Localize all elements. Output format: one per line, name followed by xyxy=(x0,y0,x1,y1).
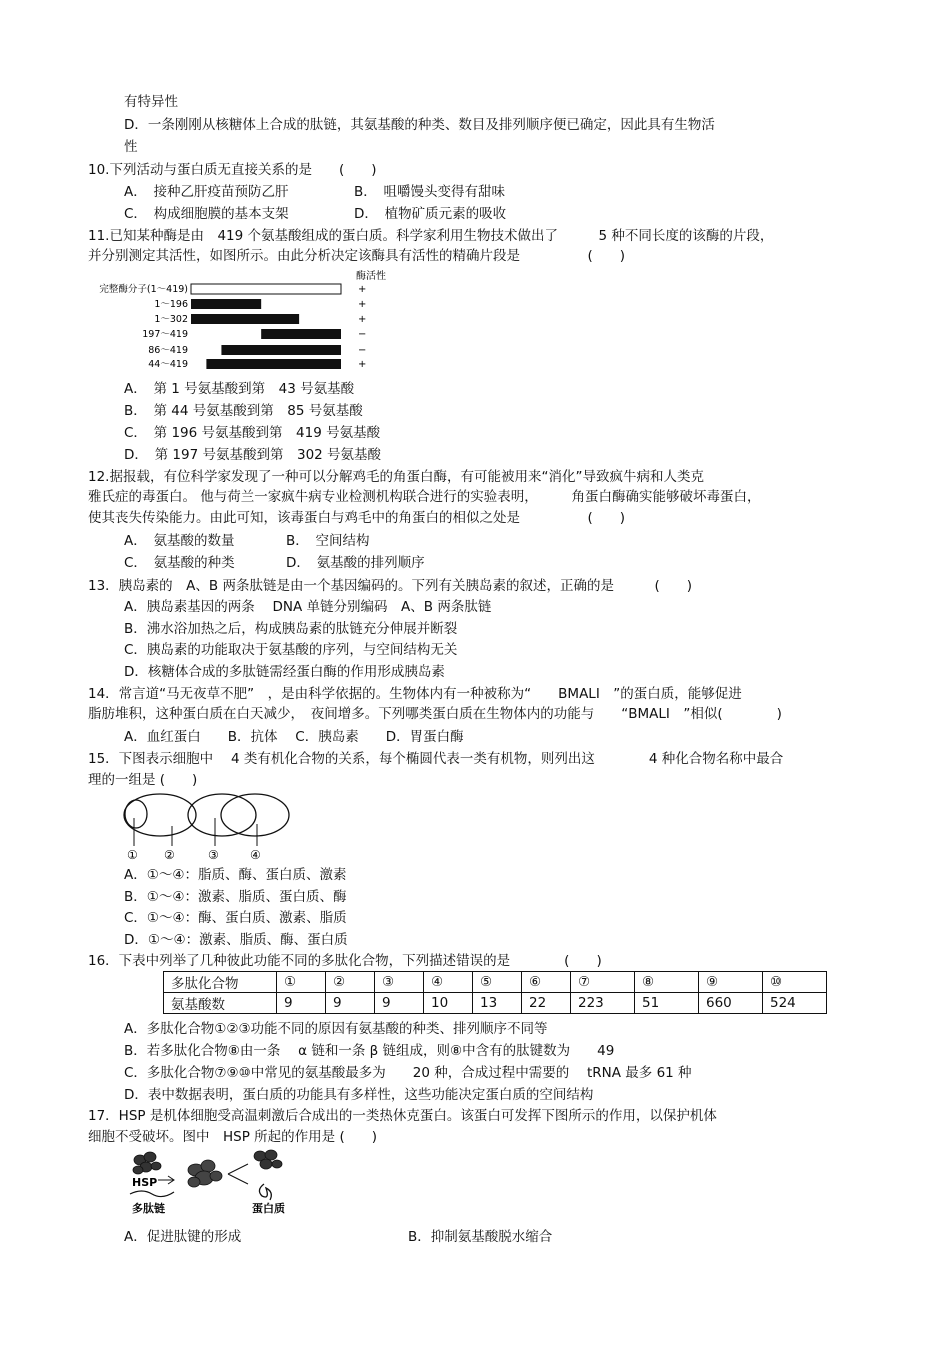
option-b: B．若多肽化合物⑧由一条 α 链和一条 β 链组成，则⑧中含有的肽键数为 49 xyxy=(124,1043,615,1059)
activity-mark: + xyxy=(358,314,367,325)
activity-mark: − xyxy=(358,345,367,356)
table-cell: ④ xyxy=(424,972,473,993)
fragment-label: 完整酶分子(1～419) xyxy=(99,284,188,295)
fragment-bar xyxy=(191,299,261,309)
option-b: B． 空间结构 xyxy=(286,533,370,549)
option-b: B．①～④：激素、脂质、蛋白质、酶 xyxy=(124,889,347,905)
fragment-label: 1～302 xyxy=(154,314,188,325)
question-11-cont: 并分别测定其活性，如图所示。由此分析决定该酶具有活性的精确片段是 ( ) xyxy=(88,248,626,264)
table-header-cell: 氨基酸数 xyxy=(164,993,277,1014)
fragment-label: 197～419 xyxy=(142,329,188,340)
table-cell: 51 xyxy=(635,993,699,1014)
option-a: A．多肽化合物①②③功能不同的原因有氨基酸的种类、排列顺序不同等 xyxy=(124,1021,548,1037)
ellipse-4 xyxy=(221,794,289,836)
fragment-label: 1～196 xyxy=(154,299,188,310)
table-cell: 9 xyxy=(326,993,375,1014)
question-16: 16．下表中列举了几种彼此功能不同的多肽化合物，下列描述错误的是 ( ) xyxy=(88,953,602,969)
hsp-figure xyxy=(124,1148,314,1220)
options-row: A．血红蛋白 B．抗体 C．胰岛素 D．胃蛋白酶 xyxy=(124,729,464,745)
text-line: D．一条刚刚从核糖体上合成的肽链，其氨基酸的种类、数目及排列顺序便已确定，因此具有生物活 xyxy=(124,117,715,133)
option-a: A． 氨基酸的数量 xyxy=(124,533,235,549)
question-12-cont: 使其丧失传染能力。由此可知，该毒蛋白与鸡毛中的角蛋白的相似之处是 ( ) xyxy=(88,510,626,526)
table-cell: 9 xyxy=(375,993,424,1014)
fragment-bar xyxy=(191,314,299,324)
peptide-table xyxy=(163,971,827,1014)
ellipse-2 xyxy=(125,800,147,828)
table-cell: ② xyxy=(326,972,375,993)
activity-mark: + xyxy=(358,299,367,310)
option-d: D．核糖体合成的多肽链需经蛋白酶的作用形成胰岛素 xyxy=(124,664,445,680)
fragment-bar xyxy=(191,284,341,294)
question-11: 11.已知某种酶是由 419 个氨基酸组成的蛋白质。科学家利用生物技术做出了 5 种不同长度的该酶的片段， xyxy=(88,228,774,244)
text-line: 性 xyxy=(124,139,138,155)
fragment-bar xyxy=(206,359,341,369)
label-3: ③ xyxy=(208,848,219,862)
enzyme-activity-figure xyxy=(88,266,388,374)
complex-molecule xyxy=(188,1160,222,1187)
polypeptide-label: 多肽链 xyxy=(132,1202,165,1215)
option-c: C． 第 196 号氨基酸到第 419 号氨基酸 xyxy=(124,425,381,441)
option-c: C．①～④：酶、蛋白质、激素、脂质 xyxy=(124,910,347,926)
table-row xyxy=(164,972,827,993)
table-cell: 10 xyxy=(424,993,473,1014)
question-14-cont: 脂肪堆积，这种蛋白质在白天减少， 夜间增多。下列哪类蛋白质在生物体内的功能与 “BMALI ”相似( ) xyxy=(88,706,782,722)
question-13: 13．胰岛素的 A、B 两条肽链是由一个基因编码的。下列有关胰岛素的叙述，正确的是 ( ) xyxy=(88,578,692,594)
option-d: D． 第 197 号氨基酸到第 302 号氨基酸 xyxy=(124,447,382,463)
hsp-label: HSP xyxy=(132,1176,158,1189)
table-cell: ① xyxy=(277,972,326,993)
table-cell: 524 xyxy=(763,993,827,1014)
option-d: D． 植物矿质元素的吸收 xyxy=(354,206,507,222)
table-cell: ⑤ xyxy=(473,972,522,993)
folded-protein xyxy=(259,1184,271,1200)
question-10: 10.下列活动与蛋白质无直接关系的是 ( ) xyxy=(88,162,377,178)
table-cell: ⑨ xyxy=(699,972,763,993)
option-b: B．抑制氨基酸脱水缩合 xyxy=(408,1229,553,1245)
question-15: 15．下图表示细胞中 4 类有机化合物的关系，每个椭圆代表一类有机物，则列出这 4 种化合物名称中最合 xyxy=(88,751,784,767)
label-2: ② xyxy=(164,848,175,862)
protein-label: 蛋白质 xyxy=(252,1202,285,1215)
fragment-bar xyxy=(221,345,341,355)
option-c: C．多肽化合物⑦⑨⑩中常见的氨基酸最多为 20 种，合成过程中需要的 tRNA 最多 61 种 xyxy=(124,1065,692,1081)
table-cell: 660 xyxy=(699,993,763,1014)
option-a: A．①～④：脂质、酶、蛋白质、激素 xyxy=(124,867,347,883)
table-cell: ⑧ xyxy=(635,972,699,993)
question-12-cont: 雅氏症的毒蛋白。 他与荷兰一家疯牛病专业检测机构联合进行的实验表明， 角蛋白酶确实能够破坏毒蛋白， xyxy=(88,489,761,505)
option-c: C． 氨基酸的种类 xyxy=(124,555,235,571)
option-a: A．胰岛素基因的两条 DNA 单链分别编码 A、B 两条肽链 xyxy=(124,599,492,615)
question-14: 14．常言道“马无夜草不肥” ，是由科学依据的。生物体内有一种被称为“ BMALI ”的蛋白质，能够促进 xyxy=(88,686,742,702)
hsp-molecule xyxy=(133,1152,161,1174)
option-a: A．促进肽键的形成 xyxy=(124,1229,242,1245)
table-header-cell: 多肽化合物 xyxy=(164,972,277,993)
table-cell: ③ xyxy=(375,972,424,993)
table-cell: ⑦ xyxy=(571,972,635,993)
option-d: D．表中数据表明，蛋白质的功能具有多样性，这些功能决定蛋白质的空间结构 xyxy=(124,1087,594,1103)
table-cell: 13 xyxy=(473,993,522,1014)
table-cell: 223 xyxy=(571,993,635,1014)
table-row xyxy=(164,993,827,1014)
question-17-cont: 细胞不受破坏。图中 HSP 所起的作用是 ( ) xyxy=(88,1129,377,1145)
fragment-label: 86～419 xyxy=(148,345,188,356)
activity-header: 酶活性 xyxy=(356,271,386,282)
option-c: C．胰岛素的功能取决于氨基酸的序列，与空间结构无关 xyxy=(124,642,458,658)
question-15-cont: 理的一组是 ( ) xyxy=(88,772,198,788)
ellipse-3 xyxy=(188,794,256,836)
option-d: D． 氨基酸的排列顺序 xyxy=(286,555,425,571)
activity-mark: − xyxy=(358,329,367,340)
ellipse-figure xyxy=(118,790,308,862)
label-1: ① xyxy=(127,848,138,862)
table-cell: ⑥ xyxy=(522,972,571,993)
question-17: 17．HSP 是机体细胞受高温刺激后合成出的一类热休克蛋白。该蛋白可发挥下图所示的作用，以保护机体 xyxy=(88,1108,717,1124)
option-b: B． 咀嚼馒头变得有甜味 xyxy=(354,184,506,200)
fragment-label: 44～419 xyxy=(148,359,188,370)
table-cell: 22 xyxy=(522,993,571,1014)
option-c: C． 构成细胞膜的基本支架 xyxy=(124,206,289,222)
option-d: D．①～④：激素、脂质、酶、蛋白质 xyxy=(124,932,348,948)
text-line: 有特异性 xyxy=(124,94,178,110)
option-b: B．沸水浴加热之后，构成胰岛素的肽链充分伸展并断裂 xyxy=(124,621,458,637)
option-a: A． 接种乙肝疫苗预防乙肝 xyxy=(124,184,289,200)
option-a: A． 第 1 号氨基酸到第 43 号氨基酸 xyxy=(124,381,355,397)
label-4: ④ xyxy=(250,848,261,862)
activity-mark: + xyxy=(358,284,367,295)
option-b: B． 第 44 号氨基酸到第 85 号氨基酸 xyxy=(124,403,363,419)
fragment-bar xyxy=(261,329,341,339)
question-12: 12.据报载，有位科学家发现了一种可以分解鸡毛的角蛋白酶，有可能被用来“消化”导致疯牛病和人类克 xyxy=(88,469,704,485)
hsp-released xyxy=(254,1150,282,1169)
table-cell: ⑩ xyxy=(763,972,827,993)
polypeptide-chain xyxy=(130,1191,174,1197)
activity-mark: + xyxy=(358,359,367,370)
table-cell: 9 xyxy=(277,993,326,1014)
